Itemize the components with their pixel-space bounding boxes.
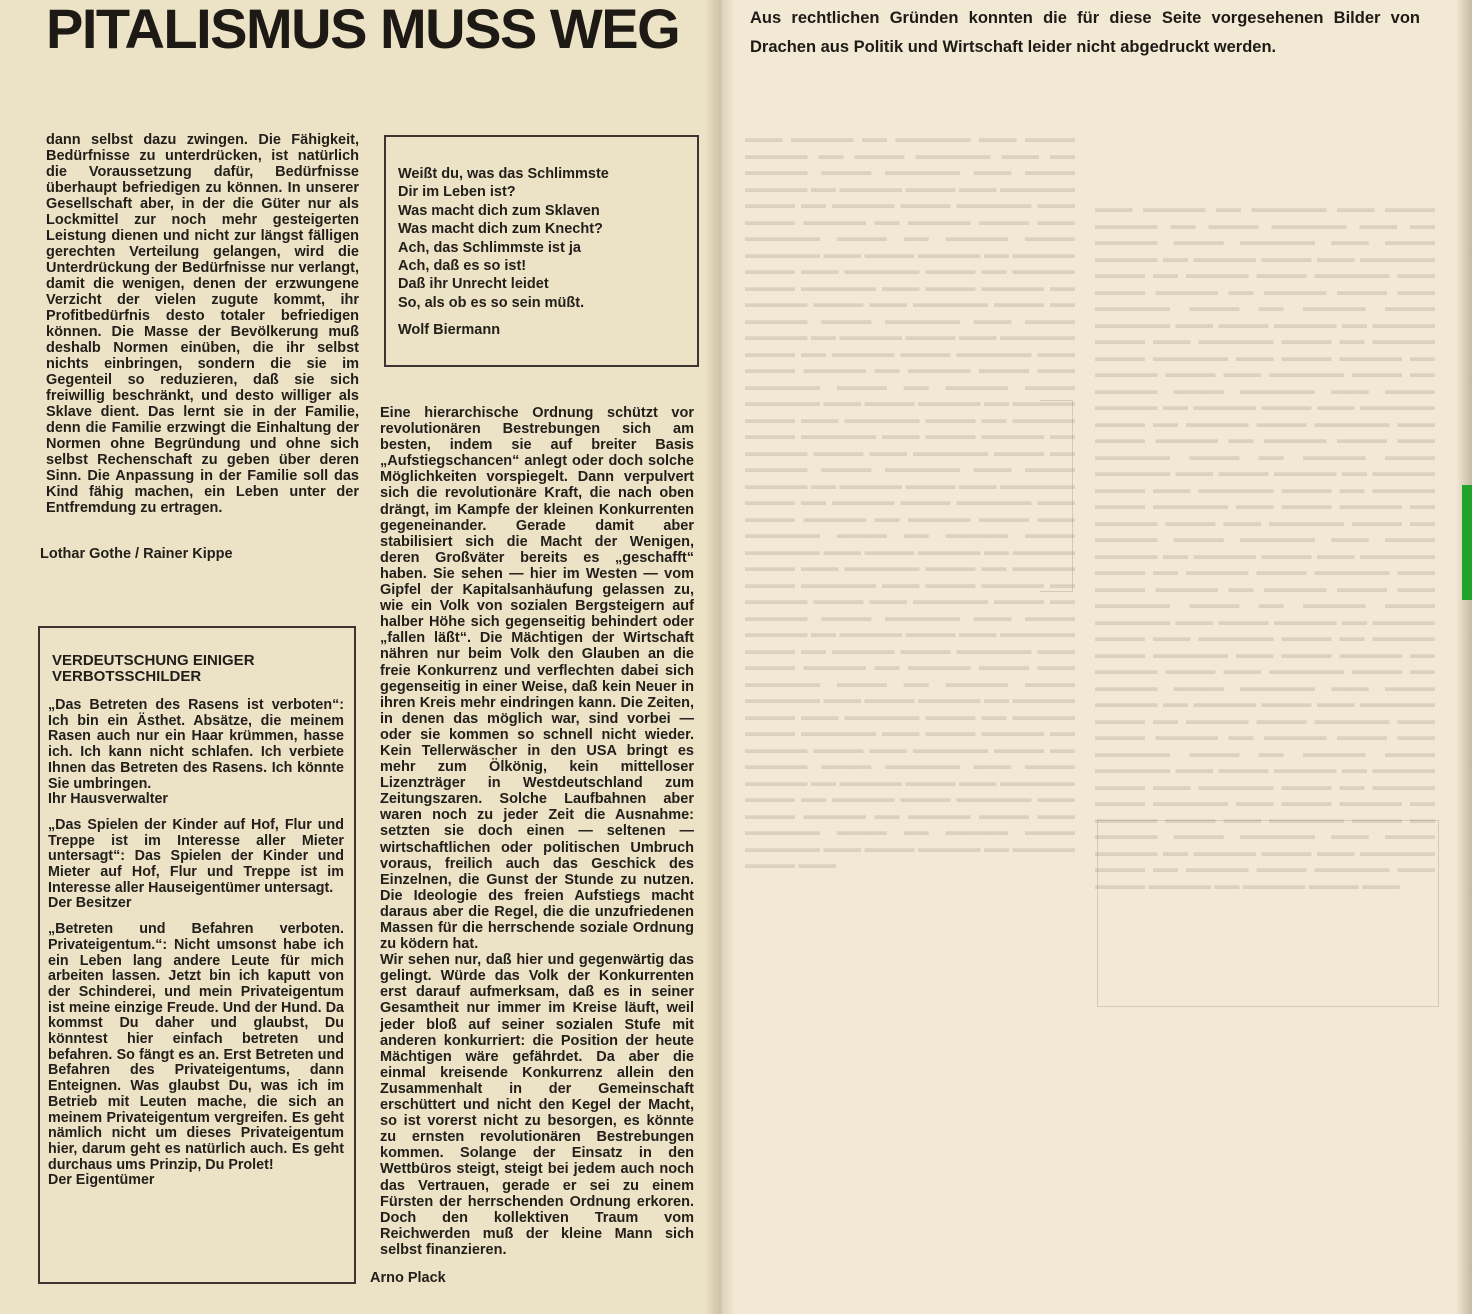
sign-text: „Das Spielen der Kinder auf Hof, Flur und Treppe ist im Interesse aller Mieter untersagt“: Das Spielen der Kinder und Mieter auf Hof, Flur und Treppe ist im Interesse aller Hauseigentümer untersagt. xyxy=(48,816,344,896)
poem-line: Dir im Leben ist? xyxy=(398,184,516,201)
poem-line: So, als ob es so sein müßt. xyxy=(398,294,585,311)
article-column-1-text: dann selbst dazu zwingen. Die Fähigkeit, Bedürfnisse zu unterdrücken, ist natürlich die Voraussetzung dafür, Bedürfnisse überhaupt befriedigen zu können. In unserer Gesellschaft aber, in der die Güter nur als Lockmittel zur noch mehr gesteigerten Leistung dienen und nicht zur längst fälligen gerechten Verteilung gelangen, wird die Unterdrückung der Bedürfnisse nur verlangt, damit die wenigen, denen der erzwungene Verzicht der vielen zugute kommt, ihr Profitbedürfnis desto totaler befriedigen können. Die Masse der Bevölkerung muß deshalb Normen einüben, die ihr selbst nichts einbringen, sondern die sie im Gegenteil so reduzieren, daß sie sich freiwillig beschränkt, und desto williger als Sklave dient. Das lernt sie in der Familie, denn die Familie erzwingt die Einhaltung der Normen ohne Begründung und ohne sich selbst Rechenschaft zu geben über deren Sinn. Die Anpassung in der Familie soll das Kind fähig machen, ein Leben unter der Entfremdung zu ertragen. xyxy=(46,132,359,516)
signs-box-body xyxy=(48,698,344,1199)
poem-text xyxy=(398,165,609,312)
author-byline-plack: Arno Plack xyxy=(370,1270,446,1286)
verbotsschilder-box xyxy=(38,626,356,1284)
legal-notice: Aus rechtlichen Gründen konnten die für diese Seite vorgesehenen Bilder von Drachen aus Politik und Wirtschaft leider nicht abgedruckt werden. xyxy=(750,9,1420,56)
poem-author: Wolf Biermann xyxy=(398,322,501,338)
sign-text: „Das Betreten des Rasens ist verboten“: Ich bin ein Ästhet. Absätze, die meinem Rasen auch nur ein Haar krümmen, hasse ich. Ich kann nicht schlafen. Ich verbiete Ihnen das Betreten des Rasens. Ich könnte Sie umbringen. xyxy=(48,697,344,792)
sign-entry xyxy=(48,698,344,808)
show-through-box-1 xyxy=(1040,400,1073,592)
page-edge-shadow xyxy=(1456,0,1472,1314)
sign-entry xyxy=(48,922,344,1189)
article-column-2-paragraph-2: Wir sehen nur, daß hier und gegenwärtig das gelingt. Würde das Volk der Konkurrenten erst darauf aufmerksam, daß es in seiner Gesamtheit nur immer im Kreise läuft, weil jeder bloß auf seiner sozialen Stufe mit anderen konkurriert: die Position der heute Mächtigen wäre gefährdet. Da aber die einmal kreisende Konkurrenz allein den Zusammenhalt in der Gemeinschaft erschüttert und nicht den Kegel der Macht, so ist vorerst nicht zu besorgen, es könnte zu ernsten revolutionären Bestrebungen kommen. Solange der Einsatz in den Wettbüros steigt, steigt bei jedem auch noch das Vertrauen, gerade er sei zu einem Fürsten der herrschenden Ordnung erkoren. Doch den kollektiven Traum vom Reichwerden muß der kleine Mann sich selbst finanzieren. xyxy=(380,952,694,1258)
show-through-column-1: ▬▬▬ ▬▬▬▬▬ ▬▬ ▬▬▬▬▬▬ ▬▬▬ ▬▬▬▬ ▬▬▬▬▬ ▬▬ ▬▬▬▬ ▬▬▬▬▬▬ ▬▬▬ ▬▬ ▬▬▬▬▬ ▬▬▬▬ ▬▬▬▬▬▬ ▬▬▬ ▬▬▬▬ ▬▬▬▬▬ ▬▬ ▬▬▬▬▬ ▬▬▬▬ ▬▬▬ ▬▬▬▬▬▬ ▬▬▬▬ ▬▬ ▬▬▬▬▬ ▬▬▬▬ ▬▬▬▬▬▬ ▬▬▬ ▬▬▬▬ ▬▬▬▬▬ ▬▬ ▬▬▬▬▬ ▬▬▬▬ ▬▬▬ ▬▬▬▬▬▬ ▬▬▬▬ ▬▬ ▬▬▬▬▬ ▬▬▬▬ ▬▬▬▬▬▬ ▬▬▬ ▬▬▬▬ ▬▬▬▬▬ ▬▬ ▬▬▬▬▬ ▬▬▬▬ ▬▬▬ ▬▬▬▬▬▬ ▬▬▬▬ ▬▬ ▬▬▬▬▬ ▬▬▬▬ ▬▬▬▬▬▬ ▬▬▬ ▬▬▬▬ ▬▬▬▬▬ ▬▬ ▬▬▬▬▬ ▬▬▬▬ ▬▬▬ ▬▬▬▬▬▬ ▬▬▬▬ ▬▬ ▬▬▬▬▬ ▬▬▬▬ ▬▬▬▬▬▬ ▬▬▬ ▬▬▬▬ ▬▬▬▬▬ ▬▬ ▬▬▬▬▬ ▬▬▬▬ ▬▬▬ ▬▬▬▬▬▬ ▬▬▬▬ ▬▬ ▬▬▬▬▬ ▬▬▬▬ ▬▬▬▬▬▬ ▬▬▬ ▬▬▬▬ ▬▬▬▬▬ ▬▬ ▬▬▬▬▬ ▬▬▬▬ ▬▬▬ ▬▬▬▬▬▬ ▬▬▬▬ ▬▬ ▬▬▬▬▬ ▬▬▬▬ ▬▬▬▬▬▬ ▬▬▬ ▬▬▬▬ ▬▬▬▬▬ ▬▬ ▬▬▬▬▬ ▬▬▬▬ ▬▬▬ ▬▬▬▬▬▬ ▬▬▬▬ ▬▬ ▬▬▬▬▬ ▬▬▬▬ ▬▬▬▬▬▬ ▬▬▬ ▬▬▬▬ ▬▬▬▬▬ ▬▬ ▬▬▬▬▬ ▬▬▬▬ ▬▬▬ ▬▬▬▬▬▬ ▬▬▬▬ ▬▬ ▬▬▬▬▬ ▬▬▬▬ ▬▬▬▬▬▬ ▬▬▬ ▬▬▬▬ ▬▬▬▬▬ ▬▬ ▬▬▬▬▬ ▬▬▬▬ ▬▬▬ ▬▬▬▬▬▬ ▬▬▬▬ ▬▬ ▬▬▬▬▬ ▬▬▬▬ ▬▬▬▬▬▬ ▬▬▬ ▬▬▬▬ ▬▬▬▬▬ ▬▬ ▬▬▬▬▬ ▬▬▬▬ ▬▬▬ ▬▬▬▬▬▬ ▬▬▬▬ ▬▬ ▬▬▬▬▬ ▬▬▬▬ ▬▬▬▬▬▬ ▬▬▬ ▬▬▬▬ ▬▬▬▬▬ ▬▬ ▬▬▬▬▬ ▬▬▬▬ ▬▬▬ ▬▬▬▬▬▬ ▬▬▬▬ ▬▬ ▬▬▬▬▬ ▬▬▬▬ ▬▬▬▬▬▬ ▬▬▬ ▬▬▬▬ ▬▬▬▬▬ ▬▬ ▬▬▬▬▬ ▬▬▬▬ ▬▬▬ ▬▬▬▬▬▬ ▬▬▬▬ ▬▬ ▬▬▬▬▬ ▬▬▬▬ ▬▬▬▬▬▬ ▬▬▬ ▬▬▬▬ ▬▬▬▬▬ ▬▬ ▬▬▬▬▬ ▬▬▬▬ ▬▬▬ ▬▬▬▬▬▬ ▬▬▬▬ ▬▬ ▬▬▬▬▬ ▬▬▬▬ ▬▬▬▬▬▬ ▬▬▬ ▬▬▬▬ ▬▬▬▬▬ ▬▬ ▬▬▬▬▬ ▬▬▬▬ ▬▬▬ ▬▬▬▬▬▬ ▬▬▬▬ ▬▬ ▬▬▬▬▬ ▬▬▬▬ ▬▬▬▬▬▬ ▬▬▬ ▬▬▬▬ ▬▬▬▬▬ ▬▬ ▬▬▬▬▬ ▬▬▬▬ ▬▬▬ ▬▬▬▬▬▬ ▬▬▬▬ ▬▬ ▬▬▬▬▬ ▬▬▬▬ ▬▬▬▬▬▬ ▬▬▬ ▬▬▬▬ ▬▬▬▬▬ ▬▬ ▬▬▬▬▬ ▬▬▬▬ ▬▬▬ ▬▬▬▬▬▬ ▬▬▬▬ ▬▬ ▬▬▬▬▬ ▬▬▬▬ ▬▬▬▬▬▬ ▬▬▬ ▬▬▬▬ ▬▬▬▬▬ ▬▬ ▬▬▬▬▬ ▬▬▬▬ ▬▬▬ ▬▬▬▬▬▬ ▬▬▬▬ ▬▬ ▬▬▬▬▬ ▬▬▬▬ ▬▬▬▬▬▬ ▬▬▬ ▬▬▬▬ ▬▬▬▬▬ ▬▬ ▬▬▬▬▬ ▬▬▬▬ ▬▬▬ ▬▬▬▬▬▬ ▬▬▬▬ ▬▬ ▬▬▬▬▬ ▬▬▬▬ ▬▬▬▬▬▬ ▬▬▬ ▬▬▬▬ ▬▬▬▬▬ ▬▬ ▬▬▬▬▬ ▬▬▬▬ ▬▬▬ xyxy=(745,131,1075,871)
sign-signer: Der Eigentümer xyxy=(48,1172,155,1189)
article-column-2-paragraph-1: Eine hierarchische Ordnung schützt vor revolutionären Bestrebungen sich am besten, indem sie auf breiter Basis „Aufstiegschancen“ anlegt oder doch solche Möglichkeiten vorspiegelt. Dann verpulvert sich die revolutionäre Kraft, die nach oben drängt, im Kampfe der kleinen Konkurrenten gegeneinander. Gerade damit aber stabilisiert sich die Macht der Wenigen, deren Großväter bereits es „geschafft“ haben. Sie sehen — hier im Westen — vom Gipfel der Kapitalsanhäufung gelassen zu, wie ein Volk von sozialen Bergsteigern auf halber Höhe sich gegenseitig behindert oder „fallen läßt“. Die Mächtigen der Wirtschaft nähren nur beim Volk den Glauben an die freie Konkurrenz und verflechten dabei sich gegenseitig in einer Weise, daß kein Neuer in ihren Kreis mehr eindringen kann. Die Zeiten, in denen das möglich war, sind vorbei — oder sie kommen so schnell nicht wieder. Kein Tellerwäscher in den USA bringt es mehr zum Ölkönig, kein mittelloser Lizenzträger in Westdeutschland zum Zeitungszaren. Solche Laufbahnen aber waren noch zu jeder Zeit die Ausnahme: setzten sie doch einen — seltenen — wirtschaftlichen oder politischen Umbruch voraus, freilich auch das Geschick des Einzelnen, die Gunst der Stunde zu nutzen. Die Ideologie des freien Aufstiegs macht daraus aber die Regel, die die unzufriedenen Massen für die herrschende soziale Ordnung zu ködern hat. xyxy=(380,405,694,953)
poem-line: Ach, daß es so ist! xyxy=(398,258,527,275)
spine-gutter xyxy=(705,0,735,1314)
article-column-2 xyxy=(380,405,694,1258)
poem-line: Was macht dich zum Knecht? xyxy=(398,221,603,238)
signs-box-title: VERDEUTSCHUNG EINIGER VERBOTSSCHILDER xyxy=(52,652,255,685)
sign-signer: Der Besitzer xyxy=(48,895,132,912)
poem-box xyxy=(384,135,699,367)
show-through-column-2: ▬▬▬ ▬▬▬▬▬ ▬▬ ▬▬▬▬▬▬ ▬▬▬ ▬▬▬▬ ▬▬▬▬▬ ▬▬ ▬▬▬▬ ▬▬▬▬▬▬ ▬▬▬ ▬▬ ▬▬▬▬▬ ▬▬▬▬ ▬▬▬▬▬▬ ▬▬▬ ▬▬▬▬ ▬▬▬▬▬ ▬▬ ▬▬▬▬▬ ▬▬▬▬ ▬▬▬ ▬▬▬▬▬▬ ▬▬▬▬ ▬▬ ▬▬▬▬▬ ▬▬▬▬ ▬▬▬▬▬▬ ▬▬▬ ▬▬▬▬ ▬▬▬▬▬ ▬▬ ▬▬▬▬▬ ▬▬▬▬ ▬▬▬ ▬▬▬▬▬▬ ▬▬▬▬ ▬▬ ▬▬▬▬▬ ▬▬▬▬ ▬▬▬▬▬▬ ▬▬▬ ▬▬▬▬ ▬▬▬▬▬ ▬▬ ▬▬▬▬▬ ▬▬▬▬ ▬▬▬ ▬▬▬▬▬▬ ▬▬▬▬ ▬▬ ▬▬▬▬▬ ▬▬▬▬ ▬▬▬▬▬▬ ▬▬▬ ▬▬▬▬ ▬▬▬▬▬ ▬▬ ▬▬▬▬▬ ▬▬▬▬ ▬▬▬ ▬▬▬▬▬▬ ▬▬▬▬ ▬▬ ▬▬▬▬▬ ▬▬▬▬ ▬▬▬▬▬▬ ▬▬▬ ▬▬▬▬ ▬▬▬▬▬ ▬▬ ▬▬▬▬▬ ▬▬▬▬ ▬▬▬ ▬▬▬▬▬▬ ▬▬▬▬ ▬▬ ▬▬▬▬▬ ▬▬▬▬ ▬▬▬▬▬▬ ▬▬▬ ▬▬▬▬ ▬▬▬▬▬ ▬▬ ▬▬▬▬▬ ▬▬▬▬ ▬▬▬ ▬▬▬▬▬▬ ▬▬▬▬ ▬▬ ▬▬▬▬▬ ▬▬▬▬ ▬▬▬▬▬▬ ▬▬▬ ▬▬▬▬ ▬▬▬▬▬ ▬▬ ▬▬▬▬▬ ▬▬▬▬ ▬▬▬ ▬▬▬▬▬▬ ▬▬▬▬ ▬▬ ▬▬▬▬▬ ▬▬▬▬ ▬▬▬▬▬▬ ▬▬▬ ▬▬▬▬ ▬▬▬▬▬ ▬▬ ▬▬▬▬▬ ▬▬▬▬ ▬▬▬ ▬▬▬▬▬▬ ▬▬▬▬ ▬▬ ▬▬▬▬▬ ▬▬▬▬ ▬▬▬▬▬▬ ▬▬▬ ▬▬▬▬ ▬▬▬▬▬ ▬▬ ▬▬▬▬▬ ▬▬▬▬ ▬▬▬ ▬▬▬▬▬▬ ▬▬▬▬ ▬▬ ▬▬▬▬▬ ▬▬▬▬ ▬▬▬▬▬▬ ▬▬▬ ▬▬▬▬ ▬▬▬▬▬ ▬▬ ▬▬▬▬▬ ▬▬▬▬ ▬▬▬ ▬▬▬▬▬▬ ▬▬▬▬ ▬▬ ▬▬▬▬▬ ▬▬▬▬ ▬▬▬▬▬▬ ▬▬▬ ▬▬▬▬ ▬▬▬▬▬ ▬▬ ▬▬▬▬▬ ▬▬▬▬ ▬▬▬ ▬▬▬▬▬▬ ▬▬▬▬ ▬▬ ▬▬▬▬▬ ▬▬▬▬ ▬▬▬▬▬▬ ▬▬▬ ▬▬▬▬ ▬▬▬▬▬ ▬▬ ▬▬▬▬▬ ▬▬▬▬ ▬▬▬ ▬▬▬▬▬▬ ▬▬▬▬ ▬▬ ▬▬▬▬▬ ▬▬▬▬ ▬▬▬▬▬▬ ▬▬▬ ▬▬▬▬ ▬▬▬▬▬ ▬▬ ▬▬▬▬▬ ▬▬▬▬ ▬▬▬ ▬▬▬▬▬▬ ▬▬▬▬ ▬▬ ▬▬▬▬▬ ▬▬▬▬ ▬▬▬▬▬▬ ▬▬▬ ▬▬▬▬ ▬▬▬▬▬ ▬▬ ▬▬▬▬▬ ▬▬▬▬ ▬▬▬ ▬▬▬▬▬▬ ▬▬▬▬ ▬▬ ▬▬▬▬▬ ▬▬▬▬ ▬▬▬▬▬▬ ▬▬▬ ▬▬▬▬ ▬▬▬▬▬ ▬▬ ▬▬▬▬▬ ▬▬▬▬ ▬▬▬ ▬▬▬▬▬▬ ▬▬▬▬ ▬▬ ▬▬▬▬▬ ▬▬▬▬ ▬▬▬▬▬▬ ▬▬▬ ▬▬▬▬ ▬▬▬▬▬ ▬▬ ▬▬▬▬▬ ▬▬▬▬ ▬▬▬ ▬▬▬▬▬▬ ▬▬▬▬ ▬▬ ▬▬▬▬▬ ▬▬▬▬ ▬▬▬▬▬▬ ▬▬▬ ▬▬▬▬ ▬▬▬▬▬ ▬▬ ▬▬▬▬▬ ▬▬▬▬ ▬▬▬ ▬▬▬▬▬▬ ▬▬▬▬ ▬▬ ▬▬▬▬▬ ▬▬▬▬ ▬▬▬▬▬▬ ▬▬▬ ▬▬▬▬ ▬▬▬▬▬ ▬▬ ▬▬▬▬▬ ▬▬▬▬ ▬▬▬ xyxy=(1095,201,1435,892)
show-through-box-2 xyxy=(1097,820,1439,1007)
sign-text: „Betreten und Befahren verboten. Privateigentum.“: Nicht umsonst habe ich ein Leben lang andere Leute für mich arbeiten lassen. Jetzt bin ich kaputt von der Schinderei, und mein Privateigentum ist meine einzige Freude. Und der Hund. Da kommst Du daher und glaubst, Du könntest hier einfach betreten und befahren. So fängt es an. Erst Betreten und Befahren des Privateigentums, dann Enteignen. Was glaubst Du, was ich im Betrieb mit Leuten mache, die sich an meinem Privateigentum vergreifen. Es geht nämlich nicht um dieses Privateigentum hier, darum geht es natürlich auch. Es geht durchaus ums Prinzip, Du Prolet! xyxy=(48,921,344,1173)
sign-signer: Ihr Hausverwalter xyxy=(48,791,168,808)
poem-line: Weißt du, was das Schlimmste xyxy=(398,166,609,182)
poem-line: Ach, das Schlimmste ist ja xyxy=(398,239,581,256)
author-byline-gothe-kippe: Lothar Gothe / Rainer Kippe xyxy=(40,546,233,562)
sign-entry xyxy=(48,818,344,912)
poem-line: Was macht dich zum Sklaven xyxy=(398,202,600,219)
poem-line: Daß ihr Unrecht leidet xyxy=(398,276,549,293)
headline: PITALISMUS MUSS WEG xyxy=(46,0,680,60)
page-edge-tab xyxy=(1462,485,1472,600)
